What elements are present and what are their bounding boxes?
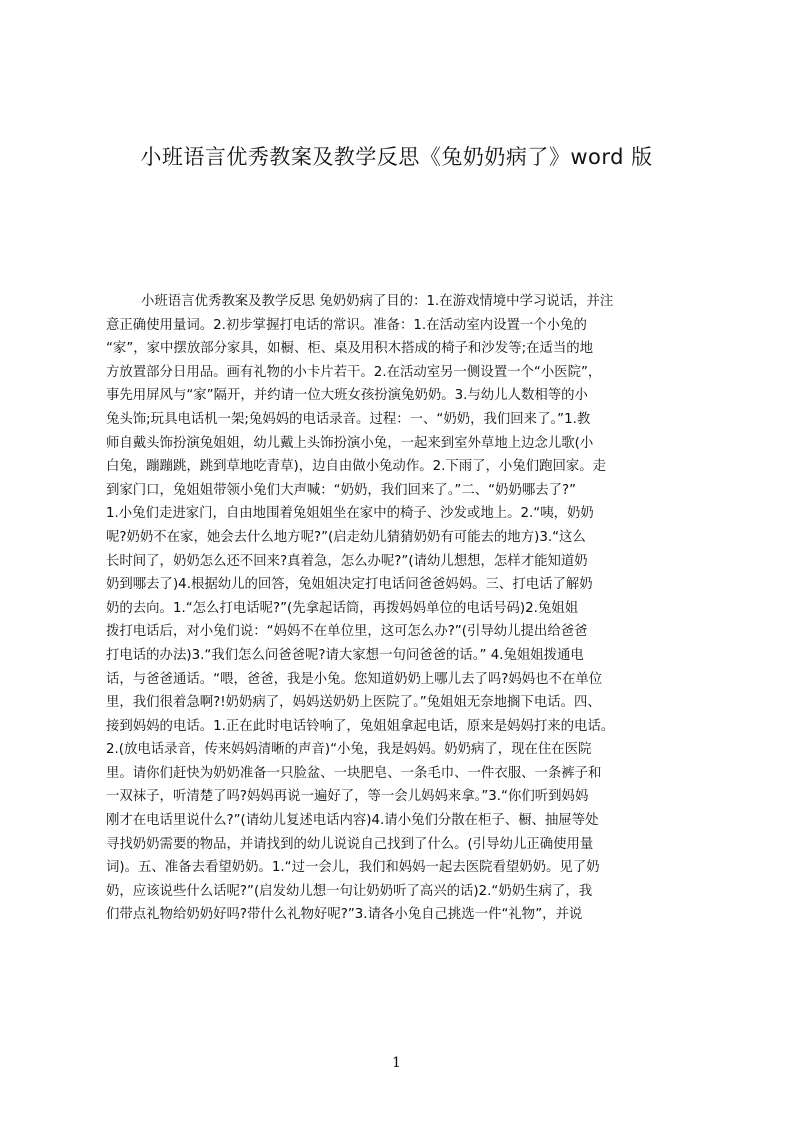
body-line: 呢?奶奶不在家，她会去什么地方呢?”(启走幼儿猜猜奶奶有可能去的地方)3.“这么 <box>106 529 586 545</box>
body-line: 奶，应该说些什么话呢?”(启发幼儿想一句让奶奶听了高兴的话)2.“奶奶生病了，我 <box>106 883 593 899</box>
document-title: 小班语言优秀教案及教学反思《兔奶奶病了》word 版 <box>140 145 653 169</box>
body-line: 话，与爸爸通话。“喂，爸爸，我是小兔。您知道奶奶上哪儿去了吗?妈妈也不在单位 <box>106 671 603 687</box>
body-line: 打电话的办法)3.“我们怎么问爸爸呢?请大家想一句问爸爸的话。” 4.兔姐姐拨通电 <box>106 647 584 663</box>
body-line: 里，我们很着急啊?!奶奶病了，妈妈送奶奶上医院了。”兔姐姐无奈地搁下电话。四、 <box>106 695 601 711</box>
body-line: 长时间了，奶奶怎么还不回来?真着急，怎么办呢?”(请幼儿想想，怎样才能知道奶 <box>106 553 588 569</box>
body-line: 里。请你们赶快为奶奶准备一只脸盆、一块肥皂、一条毛巾、一件衣服、一条裤子和 <box>106 765 602 781</box>
body-line: 们带点礼物给奶奶好吗?带什么礼物好呢?”3.请各小兔自己挑选一件“礼物”，并说 <box>106 907 583 923</box>
body-line: 到家门口，兔姐姐带领小兔们大声喊：“奶奶，我们回来了。”二、“奶奶哪去了?” <box>106 482 577 498</box>
body-line: 一双袜子，听清楚了吗?妈妈再说一遍好了，等一会儿妈妈来拿。”3.“你们听到妈妈 <box>106 789 589 805</box>
body-line: “家”，家中摆放部分家具，如橱、柜、桌及用积木搭成的椅子和沙发等;在适当的地 <box>106 341 594 357</box>
body-line: 拨打电话后，对小兔们说：“妈妈不在单位里，这可怎么办?”(引导幼儿提出给爸爸 <box>106 624 588 640</box>
body-line: 小班语言优秀教案及教学反思 兔奶奶病了目的：1.在游戏情境中学习说话，并注 <box>141 294 614 309</box>
body-line: 寻找奶奶需要的物品，并请找到的幼儿说说自己找到了什么。(引导幼儿正确使用量 <box>106 836 594 852</box>
body-line: 方放置部分日用品。画有礼物的小卡片若干。2.在活动室另一侧设置一个“小医院”， <box>106 364 602 380</box>
body-line: 词)。五、准备去看望奶奶。1.“过一会儿，我们和妈妈一起去医院看望奶奶。见了奶 <box>106 860 600 876</box>
body-line: 接到妈妈的电话。1.正在此时电话铃响了，兔姐姐拿起电话，原来是妈妈打来的电话。 <box>106 718 615 734</box>
body-line: 刚才在电话里说什么?”(请幼儿复述电话内容)4.请小兔们分散在柜子、橱、抽屉等处 <box>106 813 599 829</box>
body-line: 1.小兔们走进家门，自由地围着兔姐姐坐在家中的椅子、沙发或地上。2.“咦，奶奶 <box>106 506 594 522</box>
body-line: 2.(放电话录音，传来妈妈清晰的声音)“小兔，我是妈妈。奶奶病了，现在住在医院 <box>106 742 592 758</box>
body-line: 奶的去向。1.“怎么打电话呢?”(先拿起话筒，再拨妈妈单位的电话号码)2.兔姐姐 <box>106 600 579 616</box>
document-body <box>106 290 696 1046</box>
page-number: 1 <box>392 1055 401 1071</box>
body-line: 师自戴头饰扮演兔姐姐，幼儿戴上头饰扮演小兔，一起来到室外草地上边念儿歌(小 <box>106 435 594 451</box>
body-line: 事先用屏风与“家”隔开，并约请一位大班女孩扮演兔奶奶。3.与幼儿人数相等的小 <box>106 388 588 404</box>
body-line: 兔头饰;玩具电话机一架;兔妈妈的电话录音。过程：一、“奶奶，我们回来了。”1.教 <box>106 411 591 427</box>
body-line: 奶到哪去了)4.根据幼儿的回答，兔姐姐决定打电话问爸爸妈妈。三、打电话了解奶 <box>106 577 593 593</box>
body-line: 意正确使用量词。2.初步掌握打电话的常识。准备：1.在活动室内设置一个小兔的 <box>106 317 587 333</box>
body-line: 白兔，蹦蹦跳，跳到草地吃青草)，边自由做小兔动作。2.下雨了，小兔们跑回家。走 <box>106 459 607 475</box>
